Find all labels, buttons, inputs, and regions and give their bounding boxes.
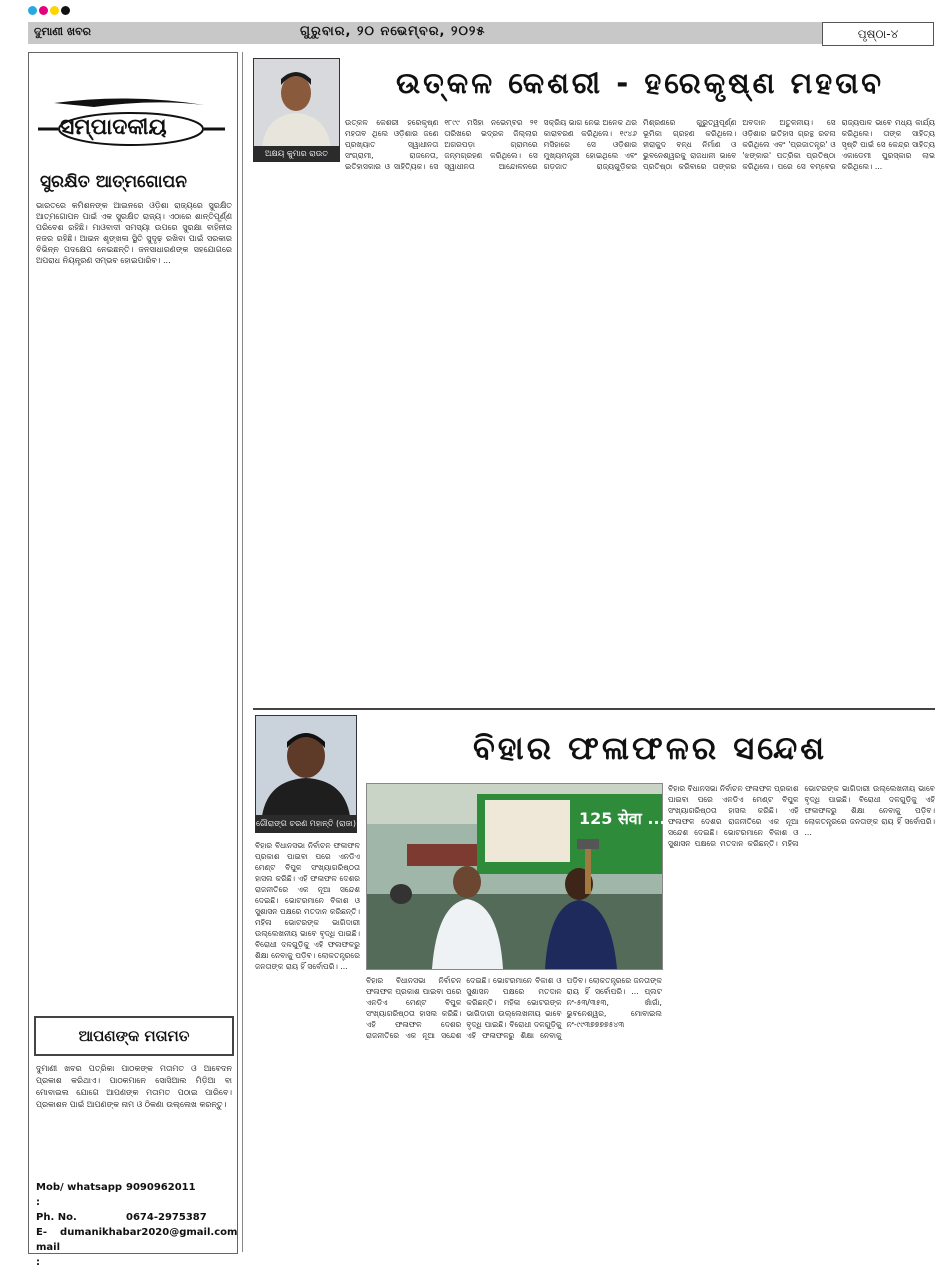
feather-icon [54,98,204,107]
cmyk-marks [28,6,70,15]
article-column: ବିହାର ବିଧାନସଭା ନିର୍ବାଚନ ଫଳାଫଳ ପ୍ରକାଶ ପାଇବା ପରେ ଏନଡିଏ ମେଣ୍ଟ ବିପୁଳ ସଂଖ୍ୟାଗରିଷ୍ଠତା ହାସଲ କରିଛି। ଏହି ଫଳାଫଳ ଦେଶର ରାଜନୀତିରେ ଏକ ନୂଆ ସନ୍ଦେଶ ଦେଇଛି। ଭୋଟରମାନେ ବିକାଶ ଓ ସୁଶାସନ ପକ୍ଷରେ ମତଦାନ କରିଛନ୍ତି। ମହିଳା ଭୋଟରଙ୍କ ଭାଗିଦାରୀ ଉଲ୍ଲେଖନୀୟ ଭାବେ ବୃଦ୍ଧି ପାଇଛି। ବିରୋଧୀ ଦଳଗୁଡ଼ିକୁ ଏହି ଫଳାଫଳରୁ ଶିକ୍ଷା ନେବାକୁ ପଡ଼ିବ। ଲୋକତନ୍ତ୍ରରେ ଜନତାଙ୍କ ରାୟ ହିଁ ସର୍ବୋପରି। ... [668,784,935,848]
editorial-section-title: ସମ୍ପାଦକୀୟ [60,115,167,140]
black-mark [61,6,70,15]
author-caption: ଗୌରାଙ୍ଗ ଚରଣ ମହାନ୍ତି (ରାଜା) [255,815,357,833]
article-divider [253,708,935,710]
magenta-mark [39,6,48,15]
email-label: E-mail : [36,1227,61,1268]
editorial-body: ଭାରତରେ କମିଶନଙ୍କ ଆଇନରେ ଓଡ଼ିଶା ରାଜ୍ୟରେ ସୁରକ୍ଷିତ ଆତ୍ମଗୋପନ ପାଇଁ ଏକ ସୁରକ୍ଷିତ ରାଜ୍ୟ। ଏଠାରେ ଶାନ୍ତିପୂର୍ଣ୍ଣ ପରିବେଶ ରହିଛି। ମାଓବାଦୀ ସମସ୍ୟା ଉପରେ ସୁରକ୍ଷା ବାହିନୀର ନଜର ରହିଛି। ଆଇନ ଶୃଙ୍ଖଳା ସ୍ଥିତି ସୁଦୃଢ଼ ରଖିବା ପାଇଁ ସରକାର ବିଭିନ୍ନ ପଦକ୍ଷେପ ନେଇଛନ୍ତି। ଜନସାଧାରଣଙ୍କ ସହଯୋଗରେ ଅପରାଧ ନିୟନ୍ତ୍ରଣ ସମ୍ଭବ ହୋଇପାରିବ। ... [36,201,232,266]
phone-label: Ph. No. [36,1212,77,1223]
opinion-body: ଦୁମାଣୀ ଖବର ପତ୍ରିକା ପାଠକଙ୍କ ମତାମତ ଓ ଆବେଦନ ପ୍ରକାଶ କରିଥାଏ। ପାଠକମାନେ ସୋସିଆଲ ମିଡ଼ିଆ ବା ମୋବାଇଲ ଯୋଗେ ଆପଣଙ୍କ ମତାମତ ପଠାଇ ପାରିବେ। ପ୍ରକାଶନ ପାଇଁ ଆପଣଙ୍କ ନାମ ଓ ଠିକଣା ଉଲ୍ଲେଖ କରନ୍ତୁ। [36,1064,232,1109]
page-number: ପୃଷ୍ଠା-୪ [822,22,934,46]
author-address: ପ୍ଲଟ ନଂ-୫୩/୩୫୩, ଖାଁଗାଁ, ଭୁବନେଶ୍ୱର, ମୋବାଇଲ ନଂ-୯୯୩୭୭୭୭୫୪୩ [566,987,662,1029]
article-columns-bottom [366,975,662,1250]
cyan-mark [28,6,37,15]
article-body [345,118,935,703]
phone-value: 0674-2975387 [126,1212,207,1223]
column-divider [242,52,243,1252]
author-photo [253,58,340,148]
mob-label: Mob/ whatsapp : [36,1182,123,1208]
author-caption: ଅକ୍ଷୟ କୁମାର ରାଉତ [253,146,340,162]
opinion-box-title: ଆପଣଙ୍କ ମତାମତ [34,1016,234,1056]
article-column: ବିହାର ବିଧାନସଭା ନିର୍ବାଚନ ଫଳାଫଳ ପ୍ରକାଶ ପାଇବା ପରେ ଏନଡିଏ ମେଣ୍ଟ ବିପୁଳ ସଂଖ୍ୟାଗରିଷ୍ଠତା ହାସଲ କରିଛି। ଏହି ଫଳାଫଳ ଦେଶର ରାଜନୀତିରେ ଏକ ନୂଆ ସନ୍ଦେଶ ଦେଇଛି। ଭୋଟରମାନେ ବିକାଶ ଓ ସୁଶାସନ ପକ୍ଷରେ ମତଦାନ କରିଛନ୍ତି। ମହିଳା ଭୋଟରଙ୍କ ଭାଗିଦାରୀ ଉଲ୍ଲେଖନୀୟ ଭାବେ ବୃଦ୍ଧି ପାଇଛି। ବିରୋଧୀ ଦଳଗୁଡ଼ିକୁ ଏହି ଫଳାଫଳରୁ ଶିକ୍ଷା ନେବାକୁ ପଡ଼ିବ। ଲୋକତନ୍ତ୍ରରେ ଜନତାଙ୍କ ରାୟ ହିଁ ସର୍ବୋପରି। ... [255,841,360,971]
author-photo [255,715,357,817]
article-headline: ବିହାର ଫଳାଫଳର ସନ୍ଦେଶ [472,729,828,767]
yellow-mark [50,6,59,15]
issue-date: ଗୁରୁବାର, ୨୦ ନଭେମ୍ବର, ୨୦୨୫ [300,24,486,39]
email-value: dumanikhabar2020@gmail.com [60,1227,238,1238]
banner-text: 125 सेवा .... [579,809,672,828]
article-text: ବିହାର ବିଧାନସଭା ନିର୍ବାଚନ ଫଳାଫଳ ପ୍ରକାଶ ପାଇବା ପରେ ଏନଡିଏ ମେଣ୍ଟ ବିପୁଳ ସଂଖ୍ୟାଗରିଷ୍ଠତା ହାସଲ କରିଛି। ଏହି ଫଳାଫଳ ଦେଶର ରାଜନୀତିରେ ଏକ ନୂଆ ସନ୍ଦେଶ ଦେଇଛି। ଭୋଟରମାନେ ବିକାଶ ଓ ସୁଶାସନ ପକ୍ଷରେ ମତଦାନ କରିଛନ୍ତି। ମହିଳା ଭୋଟରଙ୍କ ଭାଗିଦାରୀ ଉଲ୍ଲେଖନୀୟ ଭାବେ ବୃଦ୍ଧି ପାଇଛି। ବିରୋଧୀ ଦଳଗୁଡ଼ିକୁ ଏହି ଫଳାଫଳରୁ ଶିକ୍ଷା ନେବାକୁ ପଡ଼ିବ। ଲୋକତନ୍ତ୍ରରେ ଜନତାଙ୍କ ରାୟ ହିଁ ସର୍ବୋପରି। ... [366,976,662,1040]
celebration-photo [366,783,672,970]
article-text: ଉତ୍କଳ କେଶରୀ ହରେକୃଷ୍ଣ ମହତାବ ଥିଲେ ଓଡ଼ିଶାର ଜଣେ ପ୍ରଖ୍ୟାତ ସ୍ୱାଧୀନତା ସଂଗ୍ରାମୀ, ରାଜନେତା, ଇତିହାସକାର ଓ ସାହିତ୍ୟିକ। ସେ ୧୮୯୯ ମସିହା ନଭେମ୍ବର ୨୧ ତାରିଖରେ ଭଦ୍ରକ ଜିଲ୍ଲାର ଅଗରପଡ଼ା ଗ୍ରାମରେ ଜନ୍ମଗ୍ରହଣ କରିଥିଲେ। ସେ ସ୍ୱାଧୀନତା ଆନ୍ଦୋଳନରେ ସକ୍ରିୟ ଭାଗ ନେଇ ଅନେକ ଥର କାରାବରଣ କରିଥିଲେ। ୧୯୪୬ ମସିହାରେ ସେ ଓଡ଼ିଶାର ମୁଖ୍ୟମନ୍ତ୍ରୀ ହୋଇଥିଲେ ଏବଂ ଗଡ଼ଜାତ ରାଜ୍ୟଗୁଡ଼ିକର ମିଶ୍ରଣରେ ଗୁରୁତ୍ୱପୂର୍ଣ୍ଣ ଭୂମିକା ଗ୍ରହଣ କରିଥିଲେ। ହୀରାକୁଦ ବନ୍ଧ ନିର୍ମାଣ ଓ ଭୁବନେଶ୍ୱରକୁ ରାଜଧାନୀ ଭାବେ ପ୍ରତିଷ୍ଠା କରିବାରେ ତାଙ୍କର ଅବଦାନ ଅତୁଳନୀୟ। ସେ ଓଡ଼ିଶାର ଇତିହାସ ଗ୍ରନ୍ଥ ରଚନା କରିଥିଲେ ଏବଂ 'ପ୍ରଜାତନ୍ତ୍ର' ଓ 'ଝଙ୍କାର' ପତ୍ରିକା ପ୍ରତିଷ୍ଠା କରିଥିଲେ। ପରେ ସେ ବମ୍ବେର ରାଜ୍ୟପାଳ ଭାବେ ମଧ୍ୟ କାର୍ଯ୍ୟ କରିଥିଲେ। ତାଙ୍କ ସାହିତ୍ୟ ସୃଷ୍ଟି ପାଇଁ ସେ କେନ୍ଦ୍ର ସାହିତ୍ୟ ଏକାଡେମୀ ପୁରସ୍କାର ଲାଭ କରିଥିଲେ। ... [345,118,935,171]
paper-name: ଦୁମାଣୀ ଖବର [34,25,91,38]
contact-box [36,1180,238,1268]
mob-value: 9090962011 [126,1182,196,1193]
article-headline: ଉତ୍କଳ କେଶରୀ - ହରେକୃଷ୍ଣ ମହତାବ [395,66,885,100]
editorial-headline: ସୁରକ୍ଷିତ ଆତ୍ମଗୋପନ [40,172,187,192]
